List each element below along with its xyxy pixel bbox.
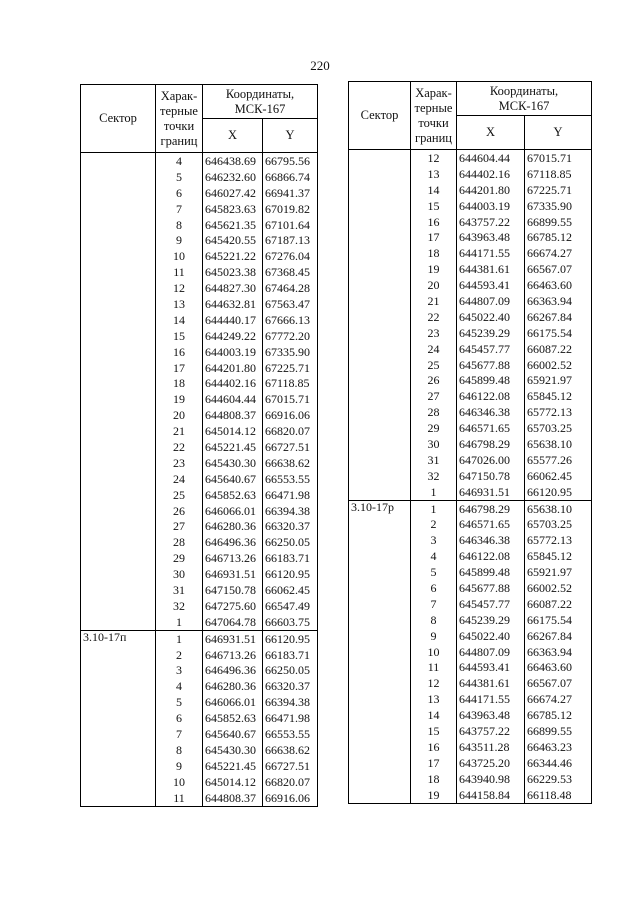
x-cell: 646798.29 bbox=[457, 500, 525, 516]
x-cell: 645420.55 bbox=[203, 232, 263, 248]
y-cell: 67187.13 bbox=[263, 232, 318, 248]
x-cell: 645022.40 bbox=[457, 309, 525, 325]
table-header bbox=[81, 85, 318, 153]
y-cell: 67772.20 bbox=[263, 328, 318, 344]
y-cell: 67335.90 bbox=[263, 344, 318, 360]
point-cell: 17 bbox=[156, 360, 203, 376]
x-cell: 644593.41 bbox=[457, 660, 525, 676]
page-number: 220 bbox=[310, 58, 330, 73]
point-cell: 31 bbox=[411, 452, 457, 468]
x-cell: 643963.48 bbox=[457, 229, 525, 245]
point-cell: 20 bbox=[411, 277, 457, 293]
point-cell: 17 bbox=[411, 755, 457, 771]
point-cell: 23 bbox=[411, 325, 457, 341]
point-cell: 12 bbox=[156, 280, 203, 296]
x-cell: 646122.08 bbox=[457, 388, 525, 404]
point-cell: 12 bbox=[411, 675, 457, 691]
y-cell: 65638.10 bbox=[525, 436, 592, 452]
x-cell: 644440.17 bbox=[203, 312, 263, 328]
point-cell: 23 bbox=[156, 455, 203, 471]
x-cell: 646346.38 bbox=[457, 532, 525, 548]
y-cell: 66062.45 bbox=[525, 468, 592, 484]
x-cell: 644632.81 bbox=[203, 296, 263, 312]
y-cell: 67464.28 bbox=[263, 280, 318, 296]
x-cell: 644827.30 bbox=[203, 280, 263, 296]
x-cell: 644402.16 bbox=[203, 375, 263, 391]
point-cell: 16 bbox=[156, 344, 203, 360]
point-cell: 26 bbox=[156, 503, 203, 519]
x-cell: 644807.09 bbox=[457, 644, 525, 660]
y-cell: 66727.51 bbox=[263, 439, 318, 455]
point-cell: 10 bbox=[411, 644, 457, 660]
point-cell: 25 bbox=[411, 357, 457, 373]
x-cell: 645022.40 bbox=[457, 628, 525, 644]
point-cell: 8 bbox=[156, 742, 203, 758]
y-cell: 66320.37 bbox=[263, 518, 318, 534]
y-cell: 66175.54 bbox=[525, 612, 592, 628]
y-cell: 65638.10 bbox=[525, 500, 592, 516]
y-cell: 66463.23 bbox=[525, 739, 592, 755]
y-cell: 66899.55 bbox=[525, 723, 592, 739]
point-cell: 11 bbox=[156, 264, 203, 280]
x-cell: 644808.37 bbox=[203, 790, 263, 806]
x-cell: 646232.60 bbox=[203, 169, 263, 185]
x-cell: 645457.77 bbox=[457, 341, 525, 357]
point-cell: 18 bbox=[411, 245, 457, 261]
point-cell: 13 bbox=[411, 691, 457, 707]
y-cell: 66899.55 bbox=[525, 214, 592, 230]
y-cell: 66941.37 bbox=[263, 185, 318, 201]
table-body bbox=[81, 153, 318, 807]
point-cell: 8 bbox=[156, 217, 203, 233]
x-cell: 645899.48 bbox=[457, 372, 525, 388]
y-cell: 67368.45 bbox=[263, 264, 318, 280]
x-cell: 645014.12 bbox=[203, 774, 263, 790]
x-cell: 645430.30 bbox=[203, 455, 263, 471]
y-cell: 66795.56 bbox=[263, 153, 318, 169]
point-cell: 11 bbox=[411, 660, 457, 676]
point-cell: 22 bbox=[411, 309, 457, 325]
y-cell: 66674.27 bbox=[525, 691, 592, 707]
point-cell: 15 bbox=[411, 723, 457, 739]
points-header-line: точки bbox=[163, 118, 195, 133]
x-cell: 644604.44 bbox=[457, 150, 525, 166]
point-cell: 29 bbox=[156, 550, 203, 566]
y-cell: 66267.84 bbox=[525, 309, 592, 325]
x-cell: 645239.29 bbox=[457, 612, 525, 628]
x-cell: 645221.45 bbox=[203, 758, 263, 774]
y-cell: 66638.62 bbox=[263, 742, 318, 758]
point-cell: 9 bbox=[156, 232, 203, 248]
x-cell: 646713.26 bbox=[203, 550, 263, 566]
x-cell: 645239.29 bbox=[457, 325, 525, 341]
y-cell: 66547.49 bbox=[263, 598, 318, 614]
y-cell: 66363.94 bbox=[525, 293, 592, 309]
x-cell: 646122.08 bbox=[457, 548, 525, 564]
y-cell: 66463.60 bbox=[525, 660, 592, 676]
y-cell: 67118.85 bbox=[525, 166, 592, 182]
point-cell: 7 bbox=[411, 596, 457, 612]
point-cell: 21 bbox=[411, 293, 457, 309]
point-cell: 14 bbox=[411, 182, 457, 198]
y-cell: 67335.90 bbox=[525, 198, 592, 214]
table-row bbox=[81, 630, 318, 646]
y-cell: 65772.13 bbox=[525, 404, 592, 420]
y-cell: 67015.71 bbox=[525, 150, 592, 166]
y-cell: 67118.85 bbox=[263, 375, 318, 391]
point-cell: 1 bbox=[411, 484, 457, 500]
point-cell: 5 bbox=[156, 169, 203, 185]
point-cell: 10 bbox=[156, 248, 203, 264]
x-cell: 644381.61 bbox=[457, 261, 525, 277]
x-cell: 643757.22 bbox=[457, 214, 525, 230]
x-cell: 644201.80 bbox=[457, 182, 525, 198]
y-cell: 67563.47 bbox=[263, 296, 318, 312]
sector-cell: 3.10-17р bbox=[349, 500, 411, 803]
y-cell: 65772.13 bbox=[525, 532, 592, 548]
point-cell: 8 bbox=[411, 612, 457, 628]
y-cell: 66087.22 bbox=[525, 596, 592, 612]
point-cell: 9 bbox=[156, 758, 203, 774]
x-cell: 645221.45 bbox=[203, 439, 263, 455]
point-cell: 16 bbox=[411, 739, 457, 755]
y-cell: 66394.38 bbox=[263, 503, 318, 519]
y-cell: 67015.71 bbox=[263, 391, 318, 407]
point-cell: 22 bbox=[156, 439, 203, 455]
y-cell: 66553.55 bbox=[263, 471, 318, 487]
y-cell: 67101.64 bbox=[263, 217, 318, 233]
sector-header: Сектор bbox=[349, 82, 411, 150]
y-cell: 65921.97 bbox=[525, 372, 592, 388]
point-cell: 14 bbox=[411, 707, 457, 723]
point-cell: 2 bbox=[411, 516, 457, 532]
points-header-line: Харак- bbox=[160, 88, 198, 103]
y-cell: 66175.54 bbox=[525, 325, 592, 341]
y-cell: 66062.45 bbox=[263, 582, 318, 598]
x-cell: 646496.36 bbox=[203, 663, 263, 679]
x-cell: 645852.63 bbox=[203, 710, 263, 726]
y-header: Y bbox=[263, 119, 318, 153]
sector-cell bbox=[349, 150, 411, 501]
coordinates-header-line: Координаты, bbox=[489, 83, 559, 98]
y-cell: 65703.25 bbox=[525, 516, 592, 532]
point-cell: 17 bbox=[411, 229, 457, 245]
coordinates-header-line: Координаты, bbox=[225, 86, 295, 101]
y-cell: 66002.52 bbox=[525, 580, 592, 596]
x-cell: 645023.38 bbox=[203, 264, 263, 280]
point-cell: 7 bbox=[156, 201, 203, 217]
y-cell: 66463.60 bbox=[525, 277, 592, 293]
point-cell: 26 bbox=[411, 372, 457, 388]
point-cell: 28 bbox=[156, 534, 203, 550]
coordinates-header-line: МСК-167 bbox=[498, 98, 550, 113]
points-header-line: границ bbox=[160, 133, 198, 148]
y-header: Y bbox=[525, 116, 592, 150]
y-cell: 66785.12 bbox=[525, 229, 592, 245]
x-cell: 645457.77 bbox=[457, 596, 525, 612]
x-cell: 646066.01 bbox=[203, 503, 263, 519]
y-cell: 67019.82 bbox=[263, 201, 318, 217]
point-cell: 27 bbox=[411, 388, 457, 404]
point-cell: 14 bbox=[156, 312, 203, 328]
y-cell: 66344.46 bbox=[525, 755, 592, 771]
point-cell: 12 bbox=[411, 150, 457, 166]
x-cell: 643511.28 bbox=[457, 739, 525, 755]
x-cell: 645640.67 bbox=[203, 726, 263, 742]
x-cell: 646931.51 bbox=[203, 566, 263, 582]
point-cell: 13 bbox=[411, 166, 457, 182]
point-cell: 25 bbox=[156, 487, 203, 503]
y-cell: 66118.48 bbox=[525, 787, 592, 803]
x-cell: 644381.61 bbox=[457, 675, 525, 691]
y-cell: 66320.37 bbox=[263, 678, 318, 694]
point-cell: 6 bbox=[156, 185, 203, 201]
point-cell: 11 bbox=[156, 790, 203, 806]
point-cell: 16 bbox=[411, 214, 457, 230]
x-cell: 643725.20 bbox=[457, 755, 525, 771]
point-cell: 3 bbox=[411, 532, 457, 548]
x-cell: 646066.01 bbox=[203, 694, 263, 710]
point-cell: 5 bbox=[156, 694, 203, 710]
point-cell: 19 bbox=[411, 261, 457, 277]
x-cell: 646571.65 bbox=[457, 420, 525, 436]
point-cell: 2 bbox=[156, 647, 203, 663]
x-cell: 643963.48 bbox=[457, 707, 525, 723]
x-cell: 647150.78 bbox=[457, 468, 525, 484]
y-cell: 67225.71 bbox=[525, 182, 592, 198]
y-cell: 66229.53 bbox=[525, 771, 592, 787]
y-cell: 65845.12 bbox=[525, 548, 592, 564]
x-cell: 643940.98 bbox=[457, 771, 525, 787]
x-cell: 644171.55 bbox=[457, 245, 525, 261]
y-cell: 66866.74 bbox=[263, 169, 318, 185]
y-cell: 66916.06 bbox=[263, 790, 318, 806]
point-cell: 6 bbox=[156, 710, 203, 726]
points-header-line: границ bbox=[415, 130, 452, 145]
y-cell: 66250.05 bbox=[263, 663, 318, 679]
point-cell: 7 bbox=[156, 726, 203, 742]
x-cell: 647275.60 bbox=[203, 598, 263, 614]
y-cell: 66183.71 bbox=[263, 550, 318, 566]
x-cell: 645823.63 bbox=[203, 201, 263, 217]
y-cell: 66120.95 bbox=[263, 630, 318, 646]
sector-cell bbox=[81, 153, 156, 631]
point-cell: 19 bbox=[156, 391, 203, 407]
x-cell: 645852.63 bbox=[203, 487, 263, 503]
x-cell: 647064.78 bbox=[203, 614, 263, 630]
points-header-line: терные bbox=[160, 103, 198, 118]
y-cell: 66638.62 bbox=[263, 455, 318, 471]
point-cell: 32 bbox=[156, 598, 203, 614]
x-cell: 644249.22 bbox=[203, 328, 263, 344]
x-cell: 645621.35 bbox=[203, 217, 263, 233]
point-cell: 32 bbox=[411, 468, 457, 484]
y-cell: 66120.95 bbox=[263, 566, 318, 582]
x-header: X bbox=[457, 116, 525, 150]
x-cell: 645677.88 bbox=[457, 357, 525, 373]
point-cell: 4 bbox=[156, 678, 203, 694]
point-cell: 30 bbox=[156, 566, 203, 582]
x-cell: 644807.09 bbox=[457, 293, 525, 309]
y-cell: 66120.95 bbox=[525, 484, 592, 500]
x-cell: 644003.19 bbox=[457, 198, 525, 214]
y-cell: 66553.55 bbox=[263, 726, 318, 742]
y-cell: 66603.75 bbox=[263, 614, 318, 630]
points-header-line: Харак- bbox=[415, 85, 452, 100]
y-cell: 65577.26 bbox=[525, 452, 592, 468]
points-header-line: терные bbox=[414, 100, 453, 115]
y-cell: 67666.13 bbox=[263, 312, 318, 328]
table-header bbox=[349, 82, 592, 150]
y-cell: 67276.04 bbox=[263, 248, 318, 264]
point-cell: 18 bbox=[156, 375, 203, 391]
point-cell: 30 bbox=[411, 436, 457, 452]
y-cell: 66363.94 bbox=[525, 644, 592, 660]
y-cell: 66567.07 bbox=[525, 675, 592, 691]
x-cell: 644808.37 bbox=[203, 407, 263, 423]
points-header bbox=[411, 82, 457, 150]
point-cell: 10 bbox=[156, 774, 203, 790]
point-cell: 21 bbox=[156, 423, 203, 439]
y-cell: 66820.07 bbox=[263, 423, 318, 439]
point-cell: 15 bbox=[411, 198, 457, 214]
x-cell: 646438.69 bbox=[203, 153, 263, 169]
x-cell: 645221.22 bbox=[203, 248, 263, 264]
x-cell: 647150.78 bbox=[203, 582, 263, 598]
y-cell: 66250.05 bbox=[263, 534, 318, 550]
x-cell: 644171.55 bbox=[457, 691, 525, 707]
x-cell: 645640.67 bbox=[203, 471, 263, 487]
table-row bbox=[349, 500, 592, 516]
x-header: X bbox=[203, 119, 263, 153]
x-cell: 644593.41 bbox=[457, 277, 525, 293]
x-cell: 644402.16 bbox=[457, 166, 525, 182]
point-cell: 5 bbox=[411, 564, 457, 580]
coordinates-header bbox=[457, 82, 592, 116]
x-cell: 644201.80 bbox=[203, 360, 263, 376]
x-cell: 645014.12 bbox=[203, 423, 263, 439]
point-cell: 6 bbox=[411, 580, 457, 596]
y-cell: 66471.98 bbox=[263, 710, 318, 726]
y-cell: 65845.12 bbox=[525, 388, 592, 404]
x-cell: 643757.22 bbox=[457, 723, 525, 739]
y-cell: 65921.97 bbox=[525, 564, 592, 580]
x-cell: 644158.84 bbox=[457, 787, 525, 803]
points-header bbox=[156, 85, 203, 153]
sector-header: Сектор bbox=[81, 85, 156, 153]
x-cell: 646798.29 bbox=[457, 436, 525, 452]
point-cell: 29 bbox=[411, 420, 457, 436]
y-cell: 66002.52 bbox=[525, 357, 592, 373]
x-cell: 646496.36 bbox=[203, 534, 263, 550]
point-cell: 20 bbox=[156, 407, 203, 423]
table-body bbox=[349, 150, 592, 804]
point-cell: 18 bbox=[411, 771, 457, 787]
x-cell: 646931.51 bbox=[457, 484, 525, 500]
point-cell: 1 bbox=[156, 614, 203, 630]
x-cell: 646571.65 bbox=[457, 516, 525, 532]
point-cell: 1 bbox=[156, 630, 203, 646]
point-cell: 24 bbox=[411, 341, 457, 357]
table-row bbox=[349, 150, 592, 166]
y-cell: 66785.12 bbox=[525, 707, 592, 723]
x-cell: 644003.19 bbox=[203, 344, 263, 360]
x-cell: 646280.36 bbox=[203, 678, 263, 694]
y-cell: 67225.71 bbox=[263, 360, 318, 376]
y-cell: 65703.25 bbox=[525, 420, 592, 436]
point-cell: 13 bbox=[156, 296, 203, 312]
point-cell: 31 bbox=[156, 582, 203, 598]
x-cell: 646931.51 bbox=[203, 630, 263, 646]
points-header-line: точки bbox=[418, 115, 449, 130]
point-cell: 4 bbox=[411, 548, 457, 564]
sector-cell: 3.10-17п bbox=[81, 630, 156, 806]
y-cell: 66916.06 bbox=[263, 407, 318, 423]
y-cell: 66183.71 bbox=[263, 647, 318, 663]
point-cell: 15 bbox=[156, 328, 203, 344]
point-cell: 19 bbox=[411, 787, 457, 803]
x-cell: 646280.36 bbox=[203, 518, 263, 534]
x-cell: 644604.44 bbox=[203, 391, 263, 407]
point-cell: 3 bbox=[156, 663, 203, 679]
x-cell: 646713.26 bbox=[203, 647, 263, 663]
coordinates-table-left bbox=[80, 84, 318, 807]
coordinates-header-line: МСК-167 bbox=[234, 101, 286, 116]
x-cell: 645899.48 bbox=[457, 564, 525, 580]
y-cell: 66394.38 bbox=[263, 694, 318, 710]
point-cell: 28 bbox=[411, 404, 457, 420]
coordinates-header bbox=[203, 85, 318, 119]
table-row bbox=[81, 153, 318, 169]
x-cell: 645430.30 bbox=[203, 742, 263, 758]
y-cell: 66567.07 bbox=[525, 261, 592, 277]
point-cell: 1 bbox=[411, 500, 457, 516]
y-cell: 66727.51 bbox=[263, 758, 318, 774]
y-cell: 66087.22 bbox=[525, 341, 592, 357]
point-cell: 9 bbox=[411, 628, 457, 644]
y-cell: 66674.27 bbox=[525, 245, 592, 261]
coordinates-table-right bbox=[348, 81, 592, 804]
point-cell: 4 bbox=[156, 153, 203, 169]
point-cell: 24 bbox=[156, 471, 203, 487]
y-cell: 66267.84 bbox=[525, 628, 592, 644]
x-cell: 647026.00 bbox=[457, 452, 525, 468]
x-cell: 646346.38 bbox=[457, 404, 525, 420]
x-cell: 645677.88 bbox=[457, 580, 525, 596]
y-cell: 66471.98 bbox=[263, 487, 318, 503]
point-cell: 27 bbox=[156, 518, 203, 534]
y-cell: 66820.07 bbox=[263, 774, 318, 790]
x-cell: 646027.42 bbox=[203, 185, 263, 201]
